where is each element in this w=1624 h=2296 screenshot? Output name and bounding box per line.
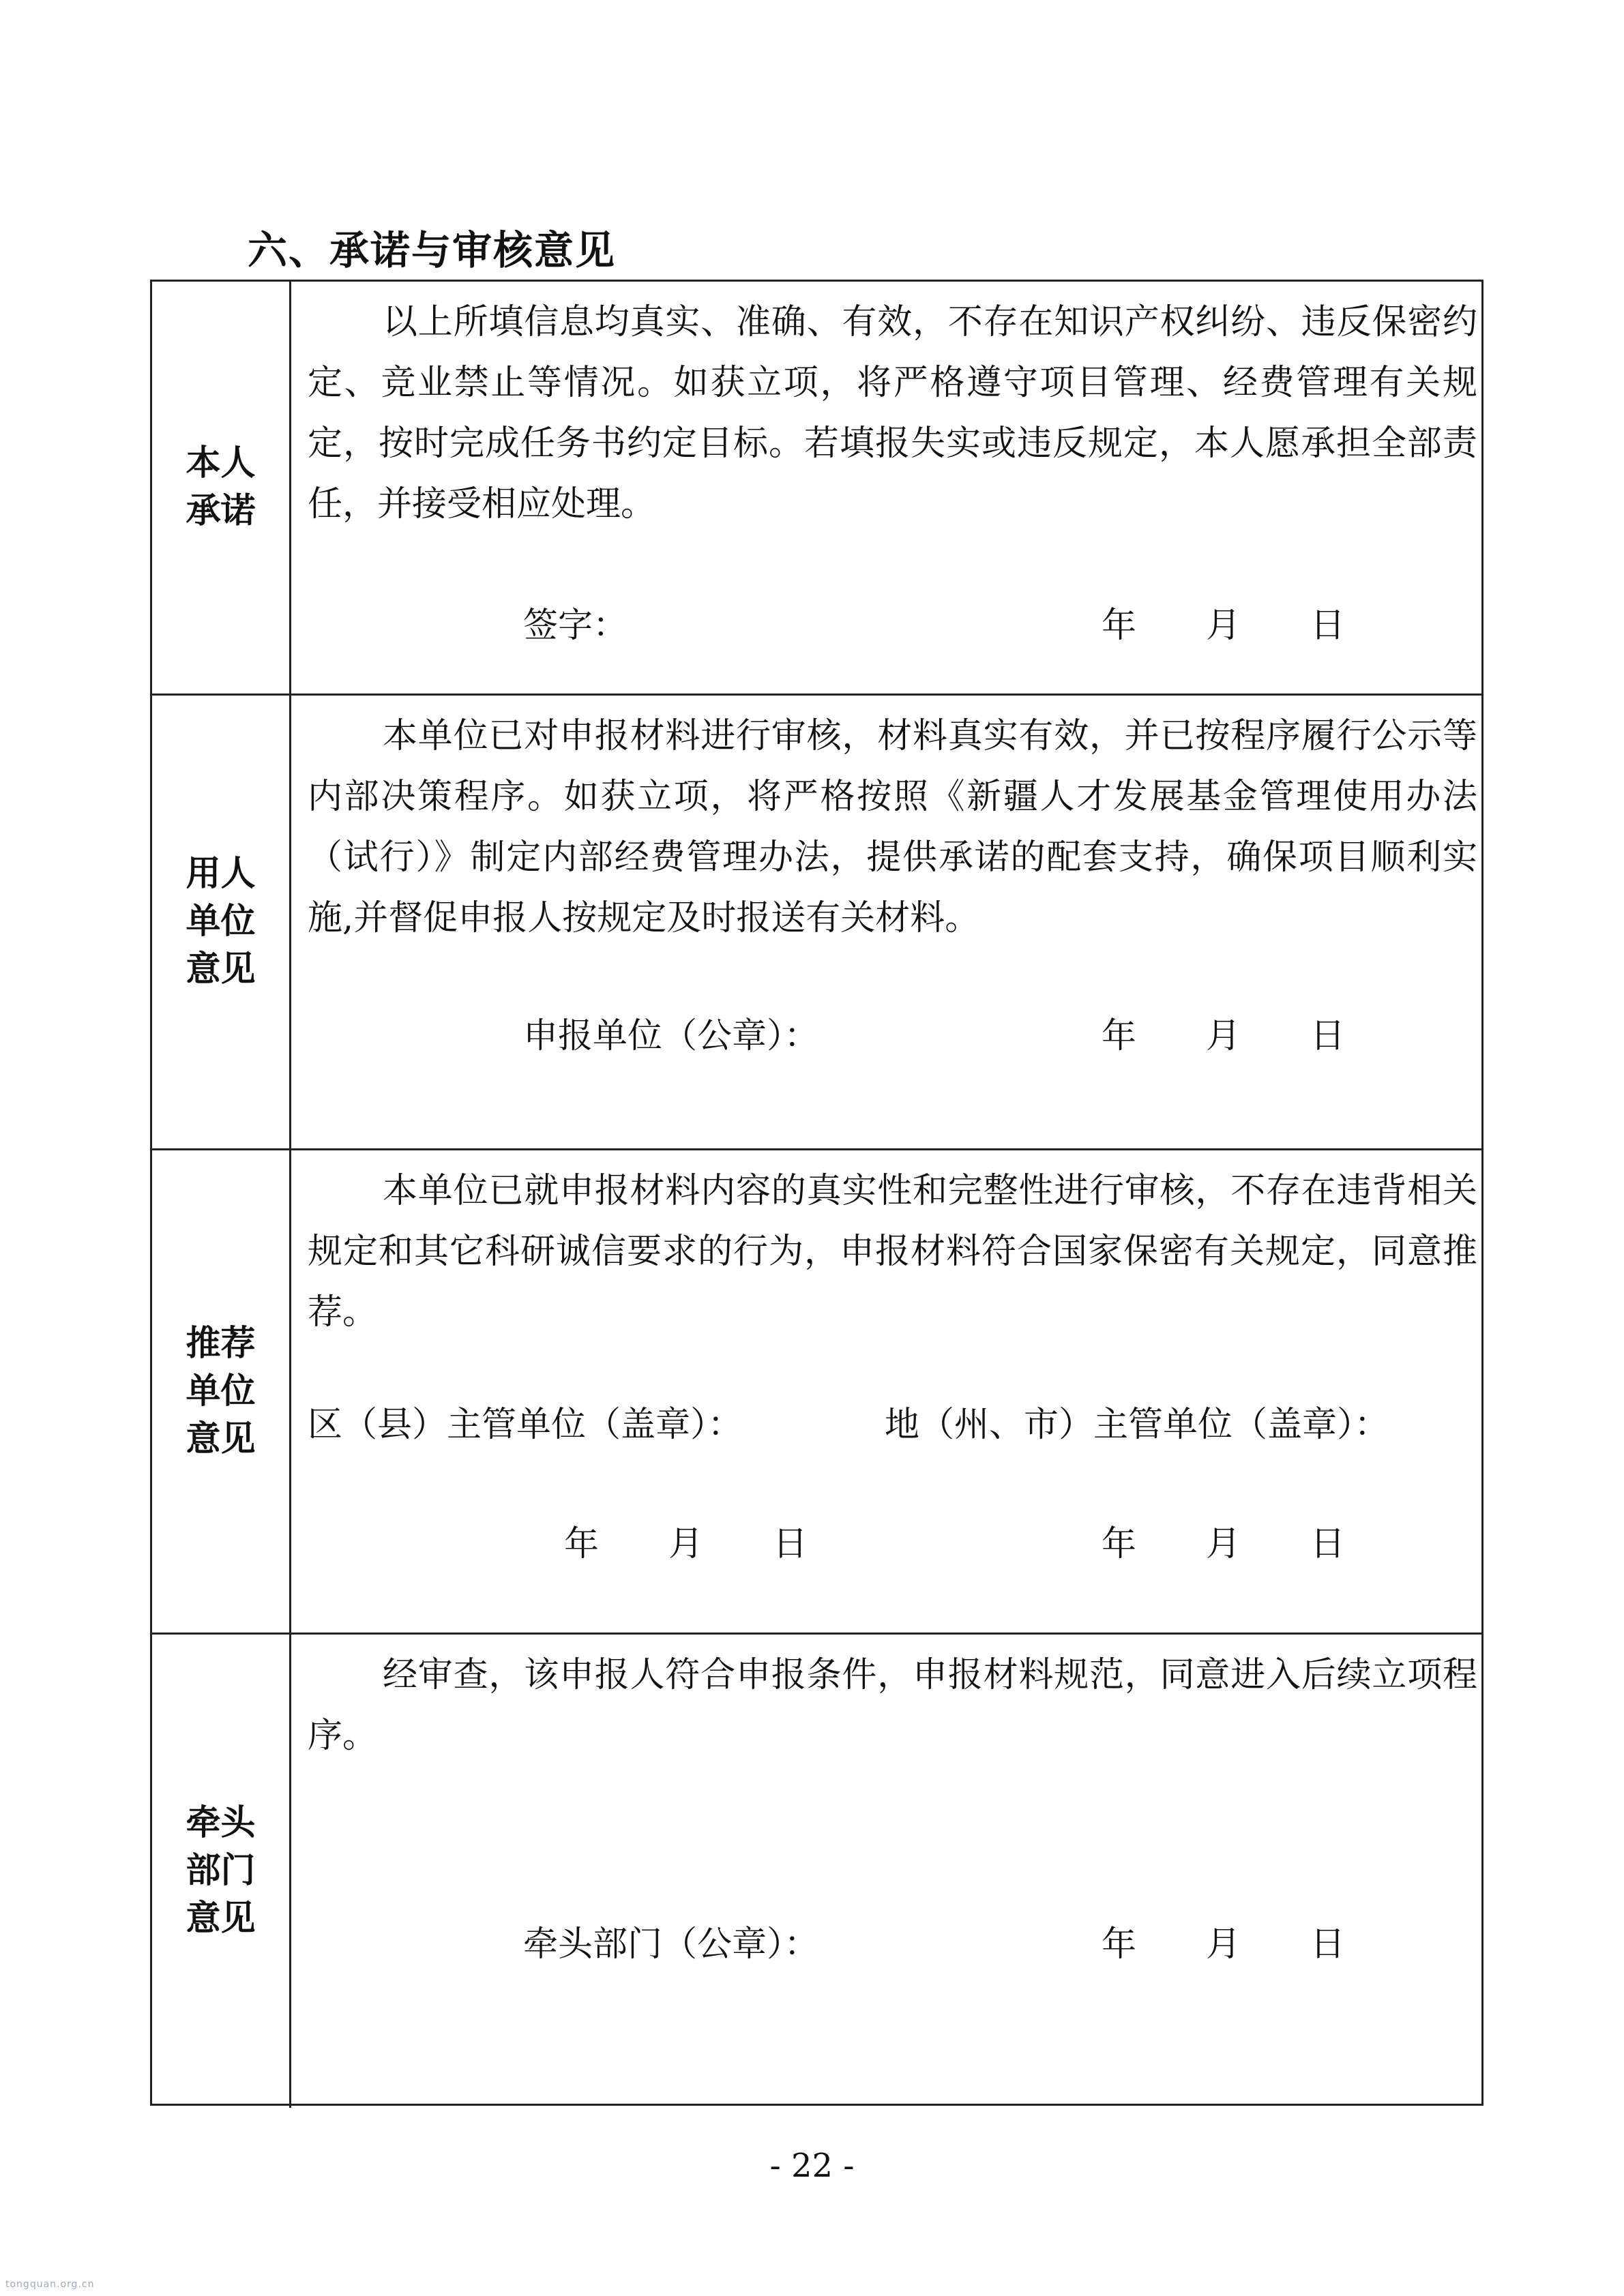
opinion-text: 经审查，该申报人符合申报条件，申报材料规范，同意进入后续立项程序。 <box>308 1655 1477 1756</box>
row-lead-department-opinion <box>152 1635 1481 2108</box>
row-content-cell <box>291 696 1481 1148</box>
commitment-review-table <box>150 280 1483 2106</box>
prefecture-seal-label: 地（州、市）主管单位（盖章）： <box>885 1405 1389 1445</box>
row-label: 牵头部门意见 <box>186 1803 256 1939</box>
row-label-cell <box>152 1635 291 2108</box>
commitment-text: 以上所填信息均真实、准确、有效，不存在知识产权纠纷、违反保密约定、竞业禁止等情况。如获立项，将严格遵守项目管理、经费管理有关规定，按时完成任务书约定目标。若填报失实或违反规定，本人愿承担全部责任，并接受相应处理。 <box>308 302 1477 524</box>
row-label: 推荐单位意见 <box>186 1323 256 1459</box>
opinion-text: 本单位已对申报材料进行审核，材料真实有效，并已按程序履行公示等内部决策程序。如获立项，将严格按照《新疆人才发展基金管理使用办法（试行）》制定内部经费管理办法，提供承诺的配套支持，确保项目顺利实施,并督促申报人按规定及时报送有关材料。 <box>308 716 1477 938</box>
row-label-cell <box>152 1150 291 1632</box>
row-personal-commitment <box>152 282 1481 696</box>
date-field: 年 月 日 <box>1102 1016 1346 1056</box>
row-content-cell <box>291 1635 1481 2108</box>
row-label-cell <box>152 696 291 1148</box>
row-label: 本人承诺 <box>186 443 256 531</box>
county-date-field: 年 月 日 <box>564 1524 808 1564</box>
date-field: 年 月 日 <box>1102 1924 1346 1965</box>
opinion-text: 本单位已就申报材料内容的真实性和完整性进行审核，不存在违背相关规定和其它科研诚信要求的行为，申报材料符合国家保密有关规定，同意推荐。 <box>308 1171 1477 1332</box>
row-content-cell <box>291 1150 1481 1632</box>
seal-label: 牵头部门（公章）： <box>523 1924 819 1965</box>
row-content-cell <box>291 282 1481 694</box>
row-label-cell <box>152 282 291 694</box>
prefecture-date-field: 年 月 日 <box>1102 1524 1346 1564</box>
page-number: - 22 - <box>769 2147 855 2185</box>
county-seal-label: 区（县）主管单位（盖章）： <box>308 1405 743 1445</box>
section-title: 六、承诺与审核意见 <box>248 227 617 273</box>
watermark: tongquan.org.cn <box>5 2279 95 2290</box>
row-employer-opinion <box>152 696 1481 1150</box>
row-label: 用人单位意见 <box>186 854 256 989</box>
date-field: 年 月 日 <box>1102 606 1346 646</box>
signature-label: 签字： <box>523 606 628 646</box>
row-recommender-opinion <box>152 1150 1481 1635</box>
seal-label: 申报单位（公章）： <box>523 1016 819 1056</box>
